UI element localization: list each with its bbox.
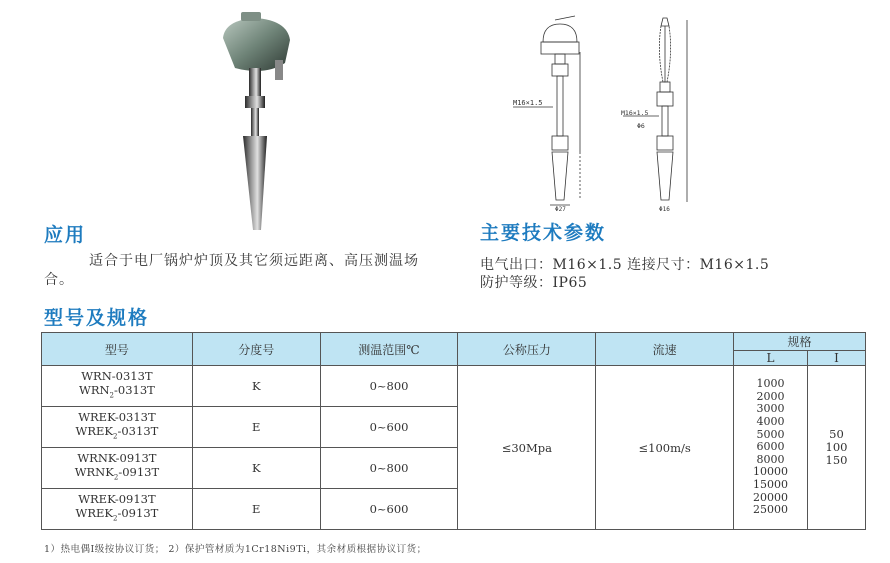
model-cell: WRN-0313T $WRN_2-0313T$ <box>42 366 193 407</box>
header-spec: 规格 <box>734 333 866 351</box>
graduation-cell: E <box>192 407 320 448</box>
spec-table <box>41 332 866 530</box>
application-title: 应用 <box>44 224 87 246</box>
product-photo <box>205 8 315 233</box>
model-spec-title: 型号及规格 <box>44 307 150 329</box>
pressure-cell: ≤30Mpa <box>458 366 596 530</box>
label-m16-b: M16×1.5 <box>621 109 649 117</box>
dimension-drawing-1 <box>505 12 615 212</box>
header-range: 测温范围℃ <box>320 333 458 366</box>
header-graduation: 分度号 <box>192 333 320 366</box>
model-cell: WREK-0913T $WREK_2-0913T$ <box>42 489 193 530</box>
header-I: I <box>808 351 866 366</box>
label-phi16: Φ16 <box>659 206 670 212</box>
label-phi27: Φ27 <box>555 206 566 212</box>
label-m16-a: M16×1.5 <box>513 99 543 107</box>
graduation-cell: E <box>192 489 320 530</box>
L-values-cell: 1000 2000 3000 4000 5000 6000 8000 10000 15000 20000 25000 <box>734 366 808 530</box>
model-cell: WREK-0313T $WREK_2-0313T$ <box>42 407 193 448</box>
range-cell: 0~600 <box>320 407 458 448</box>
range-cell: 0~800 <box>320 366 458 407</box>
main-params-title: 主要技术参数 <box>480 222 607 244</box>
I-values-cell: 50 100 150 <box>808 366 866 530</box>
main-params-line2: 防护等级：IP65 <box>480 275 588 291</box>
label-phi6: Φ6 <box>637 122 645 130</box>
graduation-cell: K <box>192 366 320 407</box>
range-cell: 0~800 <box>320 448 458 489</box>
graduation-cell: K <box>192 448 320 489</box>
main-params-line1: 电气出口：M16×1.5 连接尺寸：M16×1.5 <box>480 257 770 273</box>
range-cell: 0~600 <box>320 489 458 530</box>
header-model: 型号 <box>42 333 193 366</box>
dimension-drawing-2 <box>615 12 725 212</box>
header-flow: 流速 <box>596 333 734 366</box>
model-cell: WRNK-0913T $WRNK_2-0913T$ <box>42 448 193 489</box>
footnote: 1）热电偶Ⅰ级按协议订货； 2）保护管材质为1Cr18Ni9Ti，其余材质根据协议订货； <box>44 544 427 555</box>
header-L: L <box>734 351 808 366</box>
flow-cell: ≤100m/s <box>596 366 734 530</box>
application-text: 适合于电厂锅炉炉顶及其它须远距离、高压测温场合。 <box>44 253 419 288</box>
table-row <box>42 366 866 407</box>
header-pressure: 公称压力 <box>458 333 596 366</box>
